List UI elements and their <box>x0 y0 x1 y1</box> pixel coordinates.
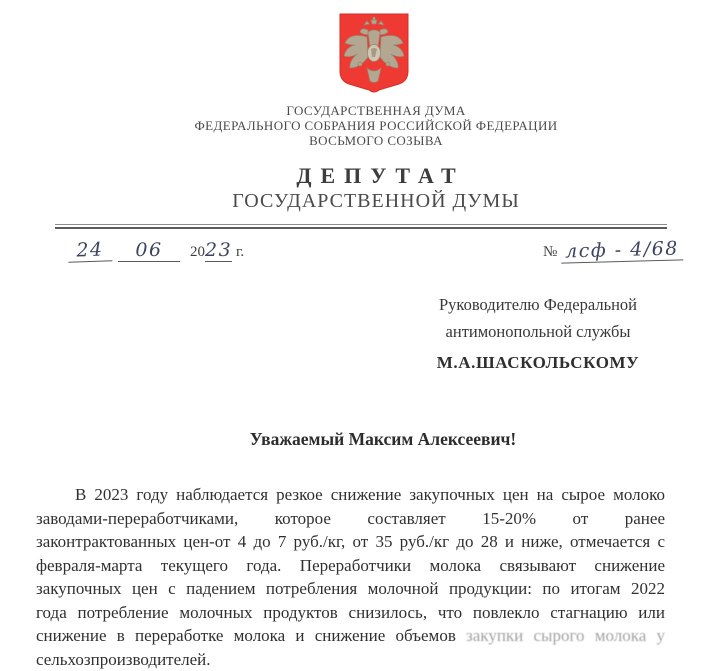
outgoing-number-handwritten: лсф - 4/68 <box>561 237 684 263</box>
outgoing-number <box>543 239 683 262</box>
body-line <box>36 624 665 648</box>
addressee-line2: антимонопольной службы <box>445 322 631 341</box>
body-line: В 2023 году наблюдается резкое снижение закупочных цен на сырое молоко <box>75 485 665 504</box>
body-line-faded-text: закупки сырого молока у <box>455 626 665 645</box>
letterhead-divider-rule <box>55 224 667 229</box>
number-sign: № <box>543 244 558 260</box>
body-line: февраля-марта текущего года. Переработчики молока связывают снижение <box>36 555 665 575</box>
addressee-line1: Руководителю Федеральной <box>439 295 637 314</box>
letterhead <box>32 103 720 148</box>
addressee-name: М.А.ШАСКОЛЬСКОМУ <box>436 353 640 372</box>
deputy-title: ДЕПУТАТ <box>296 163 465 188</box>
org-name-line3: ВОСЬМОГО СОЗЫВА <box>309 133 443 148</box>
letter-body <box>36 483 665 671</box>
salutation: Уважаемый Максим Алексеевич! <box>249 429 517 449</box>
duma-title: ГОСУДАРСТВЕННОЙ ДУМЫ <box>232 190 520 212</box>
dateline <box>0 239 720 275</box>
body-line: года потребление молочных продуктов снизилось, что повлекло стагнацию или <box>36 602 665 622</box>
date-month-handwritten: 06 <box>118 239 180 262</box>
date-year-suffix: г. <box>235 244 245 260</box>
body-line: заводами-переработчиками, которое составляет 15-20% от ранее <box>36 508 665 528</box>
org-name-line2: ФЕДЕРАЛЬНОГО СОБРАНИЯ РОССИЙСКОЙ ФЕДЕРАЦИИ <box>194 118 558 133</box>
body-line-text: снижение в переработке молока и снижение объемов <box>36 626 456 645</box>
russia-coat-of-arms-icon <box>337 12 411 93</box>
date-year-handwritten: 23 <box>205 239 233 261</box>
date-year <box>190 239 244 262</box>
date-day-handwritten: 24 <box>68 238 113 263</box>
date-year-printed: 20 <box>190 244 205 260</box>
body-line: закупочных цен с падением потребления молочной продукции: по итогам 2022 <box>36 579 665 598</box>
body-line: сельхозпроизводителей. <box>36 649 211 669</box>
org-name-line1: ГОСУДАРСТВЕННАЯ ДУМА <box>286 103 466 118</box>
addressee-block <box>424 291 652 376</box>
body-line: законтрактованных цен-от 4 до 7 руб./кг, от 35 руб./кг до 28 и ниже, отмечается с <box>36 532 665 551</box>
